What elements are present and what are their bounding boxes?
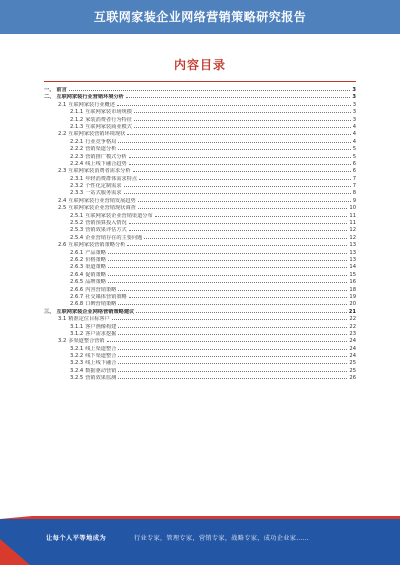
toc-entry[interactable] [44,204,356,211]
toc-entry-number: 2.1 [58,101,67,108]
toc-leader-dots [118,145,350,150]
toc-entry[interactable] [44,278,356,285]
toc-entry-number: 2.2.3 [70,153,84,160]
toc-entry-number: 2.5.2 [70,220,84,227]
toc-entry[interactable] [44,293,356,300]
toc-entry-page: 6 [352,160,356,167]
toc-entry-page: 25 [349,367,356,374]
toc-leader-dots [118,286,347,291]
toc-entry-text: 互联网家装行业营销发展趋势 [68,197,136,204]
toc-entry-page: 3 [352,116,356,123]
toc-entry[interactable] [44,130,356,137]
toc-leader-dots [118,359,347,364]
toc-leader-dots [107,337,348,342]
toc-entry-text: 价格策略 [85,256,106,263]
toc-entry-text: 促销策略 [85,271,106,278]
toc-entry-number: 二、 [44,94,55,101]
toc-leader-dots [129,226,348,231]
toc-entry[interactable] [44,241,356,248]
toc-entry-page: 5 [352,146,356,153]
table-of-contents [44,86,356,382]
toc-entry-page: 19 [349,293,356,300]
toc-entry[interactable] [44,93,356,100]
toc-entry-page: 18 [349,286,356,293]
toc-entry[interactable] [44,138,356,145]
toc-entry-text: 互联网家装行业营销环境分析 [56,94,124,101]
toc-entry-page: 22 [349,323,356,330]
toc-entry-number: 2.2.2 [70,146,84,153]
toc-entry[interactable] [44,167,356,174]
toc-entry-text: 营销渠道分析 [85,146,117,153]
toc-entry[interactable] [44,315,356,322]
toc-entry-number: 2.3 [58,168,67,175]
toc-leader-dots [118,138,350,143]
toc-entry-number: 2.3.3 [70,190,84,197]
toc-entry-page: 22 [349,316,356,323]
toc-entry-page: 3 [352,109,356,116]
toc-entry-page: 4 [352,138,356,145]
toc-leader-dots [127,130,350,135]
toc-entry-text: 一站式服务需求 [85,190,122,197]
toc-entry-text: 渠道策略 [85,264,106,271]
toc-leader-dots [138,204,348,209]
toc-entry-number: 3.2.4 [70,367,84,374]
toc-entry-text: 社交媒体营销策略 [85,293,127,300]
report-footer [0,519,400,565]
toc-entry-text: 家装消费者行为特征 [85,116,132,123]
toc-entry-number: 3.1.1 [70,323,84,330]
toc-entry-page: 15 [349,271,356,278]
toc-entry-text: 精准定位目标客户 [68,316,110,323]
toc-entry[interactable] [44,219,356,226]
toc-entry-number: 2.1.2 [70,116,84,123]
toc-entry-text: 互联网家装企业营销现状调查 [68,205,136,212]
toc-entry[interactable] [44,86,356,93]
toc-entry[interactable] [44,271,356,278]
toc-entry[interactable] [44,116,356,123]
toc-entry-number: 2.1.3 [70,123,84,130]
toc-entry-text: 线上渠道整合 [85,345,117,352]
toc-entry-text: 线上线下融合趋势 [85,160,127,167]
toc-entry[interactable] [44,108,356,115]
toc-entry-page: 8 [352,190,356,197]
toc-leader-dots [124,182,351,187]
toc-entry-text: 营销预算投入情况 [85,220,127,227]
toc-entry[interactable] [44,226,356,233]
toc-entry[interactable] [44,337,356,344]
toc-entry-text: 营销效果评估方式 [85,227,127,234]
toc-leader-dots [108,271,347,276]
toc-entry-number: 3.1.2 [70,330,84,337]
toc-entry-text: 互联网家装营销环境现状 [68,131,126,138]
toc-entry-text: 互联网家装消费者需求分析 [68,168,131,175]
toc-leader-dots [124,189,351,194]
toc-leader-dots [136,308,347,313]
toc-leader-dots [127,241,347,246]
toc-entry-page: 21 [348,308,356,315]
toc-leader-dots [108,249,347,254]
toc-entry[interactable] [44,101,356,108]
toc-entry-page: 10 [349,205,356,212]
toc-entry[interactable] [44,323,356,330]
toc-entry-number: 2.6.5 [70,279,84,286]
toc-entry-text: 互联网家装市场规模 [85,109,132,116]
toc-leader-dots [108,263,347,268]
toc-entry-number: 3.2.5 [70,375,84,382]
toc-entry-text: 企业营销存在的主要问题 [85,234,143,241]
toc-entry-page: 7 [352,183,356,190]
toc-entry-number: 2.6.2 [70,256,84,263]
toc-entry-number: 2.5.3 [70,227,84,234]
toc-leader-dots [112,315,348,320]
toc-entry-number: 2.1.1 [70,109,84,116]
toc-leader-dots [133,167,351,172]
toc-leader-dots [134,116,351,121]
toc-entry-page: 12 [349,227,356,234]
toc-leader-dots [69,86,351,91]
toc-entry-number: 2.3.2 [70,183,84,190]
toc-entry-number: 2.2 [58,131,67,138]
toc-entry-text: 互联网家装企业营销渠道分布 [85,212,153,219]
toc-entry[interactable] [44,352,356,359]
toc-entry-number: 2.2.4 [70,160,84,167]
toc-entry-page: 6 [352,168,356,175]
toc-entry-number: 2.4 [58,197,67,204]
toc-entry[interactable] [44,330,356,337]
toc-leader-dots [118,367,347,372]
toc-leader-dots [155,212,348,217]
toc-entry-text: 产品策略 [85,249,106,256]
toc-leader-dots [129,293,348,298]
toc-entry-text: 客户需求挖掘 [85,330,117,337]
toc-entry[interactable] [44,249,356,256]
toc-entry[interactable] [44,300,356,307]
toc-entry-number: 3.1 [58,316,67,323]
toc-leader-dots [126,93,351,98]
toc-leader-dots [129,160,351,165]
toc-entry-page: 3 [352,87,356,93]
toc-entry-text: 多渠道整合营销 [68,338,105,345]
toc-entry-page: 7 [352,175,356,182]
toc-entry-number: 一、 [44,87,55,93]
toc-entry-number: 2.6.6 [70,286,84,293]
toc-entry[interactable] [44,359,356,366]
toc-entry-page: 11 [349,220,356,227]
toc-entry[interactable] [44,123,356,130]
toc-entry-page: 24 [349,338,356,345]
report-header [0,0,400,34]
title-divider [44,81,356,82]
toc-entry-text: 数据驱动营销 [85,367,117,374]
toc-leader-dots [117,101,351,106]
toc-entry-text: 客户画像构建 [85,323,117,330]
toc-entry-page: 23 [349,330,356,337]
toc-leader-dots [129,153,351,158]
toc-leader-dots [118,323,347,328]
toc-entry[interactable] [44,374,356,381]
toc-entry-number: 2.6.1 [70,249,84,256]
toc-entry-number: 3.2.2 [70,353,84,360]
toc-entry[interactable] [44,234,356,241]
toc-entry-number: 2.6.3 [70,264,84,271]
toc-entry-page: 26 [349,375,356,382]
toc-entry[interactable] [44,286,356,293]
toc-entry-page: 5 [352,153,356,160]
toc-entry-number: 3.2.1 [70,345,84,352]
toc-leader-dots [118,352,347,357]
toc-entry-text: 线下渠道整合 [85,353,117,360]
toc-leader-dots [139,175,351,180]
toc-entry-page: 14 [349,264,356,271]
toc-leader-dots [108,278,347,283]
toc-leader-dots [134,123,351,128]
toc-entry[interactable] [44,160,356,167]
toc-entry-page: 12 [349,234,356,241]
toc-leader-dots [118,330,347,335]
toc-entry-text: 营销效果监测 [85,375,117,382]
toc-entry-text: 内容营销策略 [85,286,117,293]
toc-leader-dots [118,300,347,305]
toc-entry-page: 11 [349,212,356,219]
toc-entry-number: 3.2.3 [70,360,84,367]
toc-entry-text: 口碑营销策略 [85,301,117,308]
toc-entry[interactable] [44,197,356,204]
toc-entry-number: 2.6.7 [70,293,84,300]
toc-entry-number: 2.5.1 [70,212,84,219]
footer-slogan: 让每个人平等地成为 [46,535,107,542]
toc-entry-text: 年轻消费群体需求特点 [85,175,138,182]
toc-entry-text: 营销推广模式分析 [85,153,127,160]
footer-tagline: 行业专家，管理专家，营销专家，战略专家，成功企业家…… [134,535,310,542]
toc-entry-page: 24 [349,345,356,352]
toc-entry-number: 2.6.4 [70,271,84,278]
toc-entry-text: 行业竞争格局 [85,138,117,145]
toc-entry[interactable] [44,256,356,263]
toc-entry-text: 互联网家装营销策略分析 [68,242,126,249]
toc-entry-text: 个性化定制需求 [85,183,122,190]
toc-entry-page: 24 [349,353,356,360]
toc-entry-page: 3 [352,101,356,108]
report-title: 互联网家装企业网络营销策略研究报告 [93,10,307,24]
toc-entry-number: 2.5 [58,205,67,212]
toc-entry[interactable] [44,189,356,196]
toc-entry-page: 3 [352,94,356,101]
toc-entry-text: 线上线下融合 [85,360,117,367]
toc-entry-text: 互联网家装企业网络营销策略建议 [56,308,135,315]
toc-entry[interactable] [44,175,356,182]
toc-entry-page: 13 [349,256,356,263]
toc-entry-number: 2.6.8 [70,301,84,308]
toc-entry-page: 13 [349,242,356,249]
toc-entry-number: 2.3.1 [70,175,84,182]
toc-entry-page: 9 [352,197,356,204]
toc-entry[interactable] [44,182,356,189]
toc-entry-page: 25 [349,360,356,367]
toc-entry-number: 3.2 [58,338,67,345]
toc-leader-dots [129,219,348,224]
toc-leader-dots [138,197,351,202]
toc-entry-number: 2.6 [58,242,67,249]
toc-entry-text: 互联网家装行业概述 [68,101,115,108]
toc-entry-number: 三、 [44,308,55,315]
toc-entry-page: 13 [349,249,356,256]
toc-entry[interactable] [44,153,356,160]
toc-entry[interactable] [44,308,356,315]
toc-entry[interactable] [44,212,356,219]
toc-entry-page: 4 [352,123,356,130]
toc-leader-dots [144,234,347,239]
toc-entry-text: 前言 [56,87,67,93]
toc-leader-dots [134,108,351,113]
toc-entry[interactable] [44,263,356,270]
toc-leader-dots [118,345,347,350]
toc-leader-dots [108,256,347,261]
toc-entry[interactable] [44,367,356,374]
toc-entry-text: 互联网家装商业模式 [85,123,132,130]
toc-title: 内容目录 [173,58,226,72]
toc-entry-number: 2.2.1 [70,138,84,145]
toc-leader-dots [118,374,347,379]
toc-entry-text: 品牌策略 [85,279,106,286]
toc-entry-page: 16 [349,279,356,286]
toc-entry-page: 20 [349,301,356,308]
toc-entry-page: 4 [352,131,356,138]
toc-entry-number: 2.5.4 [70,234,84,241]
toc-entry[interactable] [44,345,356,352]
toc-entry[interactable] [44,145,356,152]
